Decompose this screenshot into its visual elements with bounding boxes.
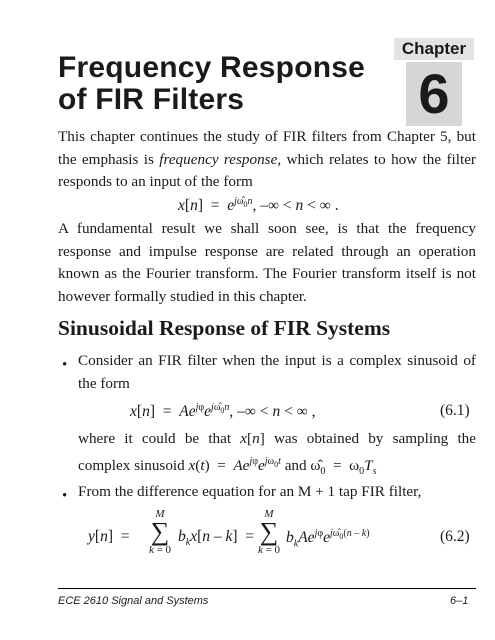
- chapter-badge: [394, 38, 474, 126]
- footer-divider: [58, 588, 476, 589]
- intro-equation: $x[n] = e^{j\omegâ_0n}$, –∞ < n < ∞ .: [178, 196, 339, 215]
- equation-number-6-1: (6.1): [440, 402, 470, 419]
- bullet-2-marker: •: [62, 488, 68, 504]
- intro-emphasis: frequency response: [159, 150, 278, 168]
- summation-2: M ∑ k = 0: [257, 508, 281, 556]
- equation-6-2-rhs: $b_kAe^{j\varphi}e^{j\omegâ_0(n - k)}$: [286, 528, 370, 550]
- chapter-number: 6: [406, 62, 462, 126]
- page-title: [58, 52, 365, 116]
- title-line-2: of FIR Filters: [58, 83, 245, 116]
- bullet-1-followup: where it could be that x[n] was obtained by sampling the complex sinusoid $x(t) = Ae^{j\varphi}e^{j\omega_0t}$ and $\omegâ_0 = \omega_0T_s$: [78, 430, 477, 477]
- equation-6-2-lhs: y[n] =: [88, 528, 130, 545]
- paragraph-2: A fundamental result we shall soon see, is that the frequency response and impulse response are related through an operation known as the Fourier transform. The Fourier transform itself is not however formally studied in this chapter.: [58, 220, 476, 305]
- intro-text-b: , which relates to how the filter responds to an input of the form: [58, 150, 476, 190]
- footer-page-number: 6–1: [450, 595, 469, 607]
- bullet-2-text: From the difference equation for an M + 1 tap FIR filter,: [78, 483, 422, 500]
- equation-6-2-middle: $b_kx[n - k]$ =: [178, 528, 255, 549]
- section-title: Sinusoidal Response of FIR Systems: [58, 316, 391, 340]
- equation-6-1: $x[n] = Ae^{j\varphi}e^{j\omegâ_0n}$, –∞ < n < ∞ ,: [130, 402, 316, 421]
- title-line-1: Frequency Response: [58, 51, 366, 84]
- bullet-1-text: Consider an FIR filter when the input is a complex sinusoid of the form: [78, 352, 476, 392]
- summation-1: M ∑ k = 0: [148, 508, 172, 556]
- chapter-label: Chapter: [394, 38, 474, 60]
- equation-number-6-2: (6.2): [440, 528, 470, 545]
- footer-course: ECE 2610 Signal and Systems: [58, 595, 209, 607]
- intro-text-a: This chapter continues the study of FIR filters from Chapter 5, but the emphasis is: [58, 128, 476, 168]
- bullet-1-marker: •: [62, 357, 68, 373]
- intro-paragraph: [58, 126, 476, 194]
